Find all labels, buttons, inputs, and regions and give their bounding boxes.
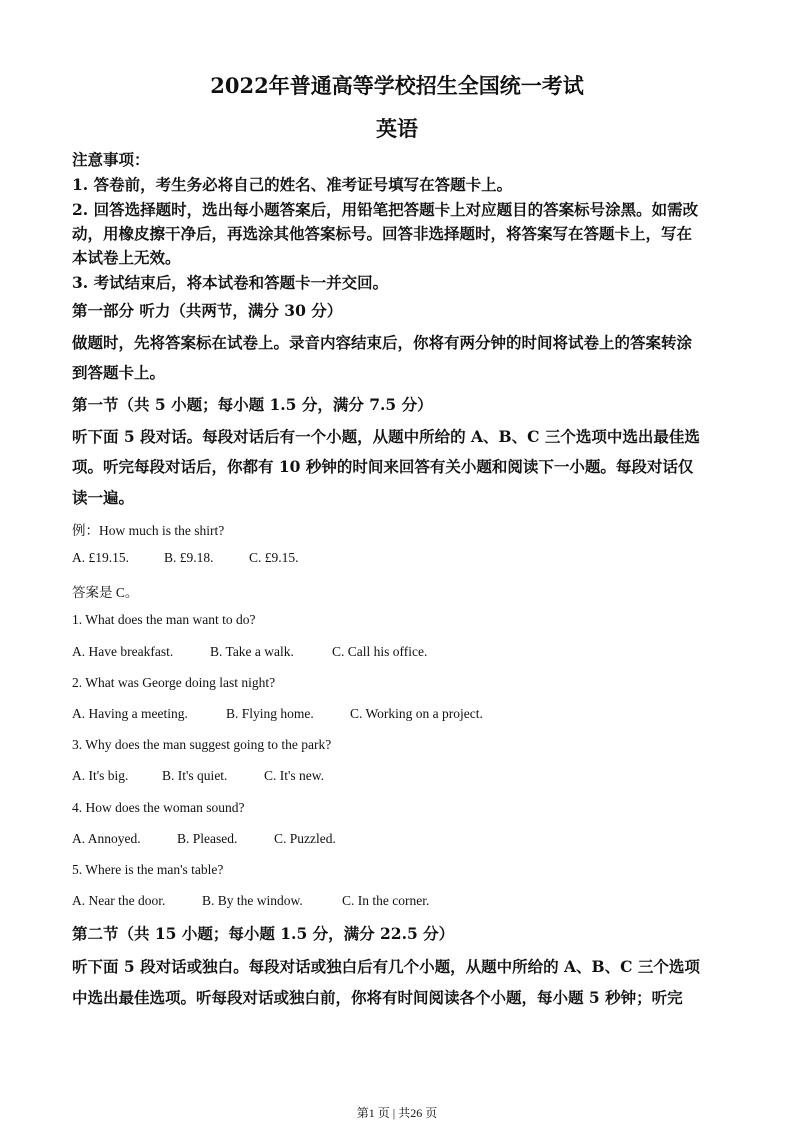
q4-option-c: C. Puzzled.	[274, 831, 336, 846]
example-options	[72, 550, 732, 566]
section2-intro-line-1: 听下面 5 段对话或独白。每段对话或独白后有几个小题，从题中所给的 A、B、C 三个选项	[72, 957, 700, 976]
q3-option-b: B. It's quiet.	[162, 768, 228, 783]
notes-heading: 注意事项：	[72, 150, 150, 169]
section2-intro-line-2: 中选出最佳选项。听每段对话或独白前，你将有时间阅读各个小题，每小题 5 秒钟；听完	[72, 988, 683, 1007]
question-1: 1. What does the man want to do?	[72, 612, 256, 627]
example-option-b: B. £9.18.	[164, 550, 214, 565]
question-3: 3. Why does the man suggest going to the park?	[72, 737, 332, 752]
question-5: 5. Where is the man's table?	[72, 862, 224, 877]
example-question: 例：How much is the shirt?	[72, 523, 225, 538]
page-footer: 第1 页 | 共26 页	[356, 1106, 438, 1120]
question-1-options	[72, 644, 732, 660]
section1-heading: 第一节（共 5 小题；每小题 1.5 分，满分 7.5 分）	[72, 395, 433, 414]
q1-option-c: C. Call his office.	[332, 644, 428, 659]
q3-option-c: C. It's new.	[264, 768, 325, 783]
q4-option-a: A. Annoyed.	[72, 831, 141, 846]
q1-option-b: B. Take a walk.	[210, 644, 294, 659]
q4-option-b: B. Pleased.	[177, 831, 238, 846]
q2-option-a: A. Having a meeting.	[72, 706, 188, 721]
question-4: 4. How does the woman sound?	[72, 800, 245, 815]
q5-option-b: B. By the window.	[202, 893, 303, 908]
question-5-options	[72, 893, 732, 909]
q2-option-c: C. Working on a project.	[350, 706, 483, 721]
example-answer: 答案是 C。	[72, 585, 139, 600]
example-option-c: C. £9.15.	[249, 550, 299, 565]
question-3-options	[72, 768, 732, 784]
question-4-options	[72, 831, 732, 847]
note-2-line-3: 本试卷上无效。	[72, 248, 181, 267]
note-2-line-2: 动，用橡皮擦干净后，再选涂其他答案标号。回答非选择题时，将答案写在答题卡上，写在	[72, 224, 693, 243]
note-2-line-1: 2. 回答选择题时，选出每小题答案后，用铅笔把答题卡上对应题目的答案标号涂黑。如需改	[72, 200, 699, 219]
q5-option-a: A. Near the door.	[72, 893, 166, 908]
part1-intro-line-1: 做题时，先将答案标在试卷上。录音内容结束后，你将有两分钟的时间将试卷上的答案转涂	[72, 333, 693, 352]
q3-option-a: A. It's big.	[72, 768, 129, 783]
part1-intro-line-2: 到答题卡上。	[72, 363, 166, 382]
section1-intro-line-2: 项。听完每段对话后，你都有 10 秒钟的时间来回答有关小题和阅读下一小题。每段对话仅	[72, 457, 694, 476]
section2-heading: 第二节（共 15 小题；每小题 1.5 分，满分 22.5 分）	[72, 924, 455, 943]
example-option-a: A. £19.15.	[72, 550, 129, 565]
part1-heading: 第一部分 听力（共两节，满分 30 分）	[72, 301, 343, 320]
exam-title: 2022年普通高等学校招生全国统一考试	[210, 73, 584, 98]
subject-title: 英语	[376, 116, 418, 141]
q5-option-c: C. In the corner.	[342, 893, 430, 908]
q2-option-b: B. Flying home.	[226, 706, 314, 721]
note-1: 1. 答卷前，考生务必将自己的姓名、准考证号填写在答题卡上。	[72, 175, 513, 194]
question-2: 2. What was George doing last night?	[72, 675, 276, 690]
question-2-options	[72, 706, 732, 722]
q1-option-a: A. Have breakfast.	[72, 644, 174, 659]
section1-intro-line-1: 听下面 5 段对话。每段对话后有一个小题，从题中所给的 A、B、C 三个选项中选出最佳选	[72, 427, 700, 446]
section1-intro-line-3: 读一遍。	[72, 488, 135, 507]
note-3: 3. 考试结束后，将本试卷和答题卡一并交回。	[72, 273, 389, 292]
